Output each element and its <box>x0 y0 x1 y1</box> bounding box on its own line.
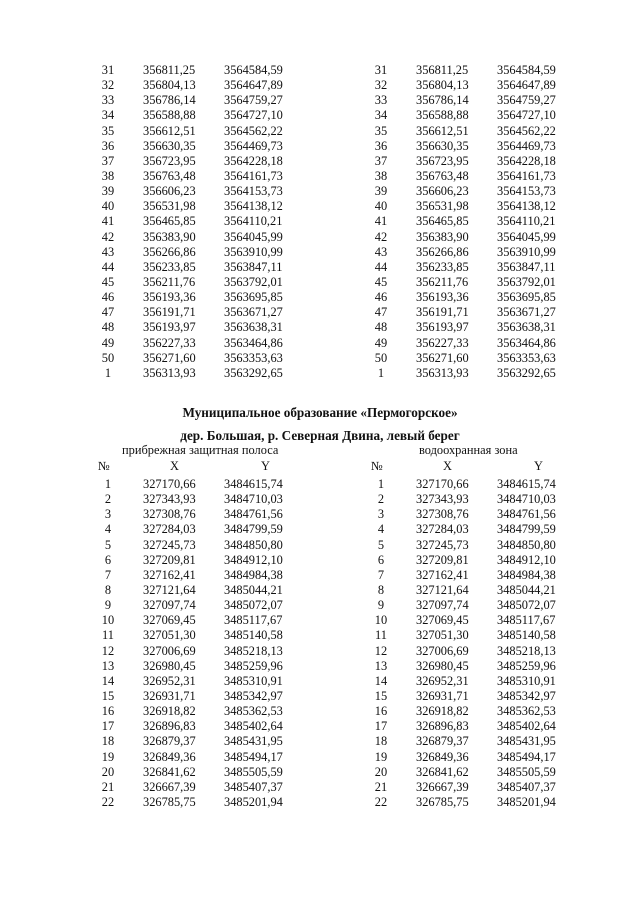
x-coordinate: 327069,45 <box>143 613 196 628</box>
y-coordinate: 3485044,21 <box>497 582 556 597</box>
x-coordinate: 356191,71 <box>143 305 196 320</box>
point-number: 11 <box>375 628 387 643</box>
y-coordinate: 3564153,73 <box>224 184 283 199</box>
x-coordinate: 356786,14 <box>143 93 196 108</box>
y-coordinate: 3484761,56 <box>224 507 283 522</box>
x-coordinate: 326896,83 <box>143 719 196 734</box>
x-coordinate: 326896,83 <box>416 719 469 734</box>
y-coordinate: 3564647,89 <box>224 78 283 93</box>
x-coordinate: 327343,93 <box>143 492 196 507</box>
point-number: 49 <box>101 335 115 350</box>
y-coordinate: 3485494,17 <box>224 749 283 764</box>
municipality-title: Муниципальное образование «Пермогорское» <box>182 405 458 420</box>
y-coordinate: 3485402,64 <box>497 719 556 734</box>
y-coordinate: 3484710,03 <box>224 492 283 507</box>
x-coordinate: 327284,03 <box>416 522 469 537</box>
point-number: 6 <box>104 552 112 567</box>
x-coordinate: 356465,85 <box>143 214 196 229</box>
x-coordinate: 356383,90 <box>416 229 469 244</box>
y-coordinate: 3563464,86 <box>497 335 556 350</box>
x-coordinate: 356612,51 <box>416 123 469 138</box>
y-coordinate: 3484799,59 <box>497 522 556 537</box>
point-number: 3 <box>104 507 112 522</box>
point-number: 10 <box>101 613 115 628</box>
point-number: 10 <box>374 613 388 628</box>
x-coordinate: 356606,23 <box>416 184 469 199</box>
point-number: 45 <box>101 274 115 289</box>
point-number: 16 <box>101 704 115 719</box>
point-number: 20 <box>374 764 388 779</box>
point-number: 11 <box>102 628 114 643</box>
x-coordinate: 327209,81 <box>143 552 196 567</box>
point-number: 12 <box>101 643 115 658</box>
column-header-x: X <box>170 459 179 473</box>
point-number: 41 <box>101 214 115 229</box>
y-coordinate: 3563792,01 <box>497 274 556 289</box>
x-coordinate: 327308,76 <box>143 507 196 522</box>
x-coordinate: 326667,39 <box>143 779 196 794</box>
x-coordinate: 327162,41 <box>143 567 196 582</box>
x-coordinate: 356227,33 <box>416 335 469 350</box>
x-coordinate: 326931,71 <box>416 688 469 703</box>
point-number: 37 <box>374 153 388 168</box>
y-coordinate: 3564727,10 <box>224 108 283 123</box>
point-number: 44 <box>374 259 388 274</box>
y-coordinate: 3485494,17 <box>497 749 556 764</box>
coastal-protective-strip-label: прибрежная защитная полоса <box>122 443 279 457</box>
y-coordinate: 3564759,27 <box>497 93 556 108</box>
y-coordinate: 3564228,18 <box>224 153 283 168</box>
point-number: 1 <box>104 477 112 491</box>
y-coordinate: 3563910,99 <box>224 244 283 259</box>
point-number: 14 <box>101 673 115 688</box>
point-number: 46 <box>101 290 115 305</box>
point-number: 36 <box>101 138 115 153</box>
point-number: 34 <box>101 108 115 123</box>
x-coordinate: 356313,93 <box>416 365 469 380</box>
point-number: 15 <box>374 688 388 703</box>
point-number: 35 <box>101 123 115 138</box>
x-coordinate: 356271,60 <box>416 350 469 365</box>
x-coordinate: 327245,73 <box>143 537 196 552</box>
point-number: 9 <box>104 598 112 613</box>
x-coordinate: 356383,90 <box>143 229 196 244</box>
y-coordinate: 3485218,13 <box>224 643 283 658</box>
point-number: 7 <box>377 567 385 582</box>
point-number: 32 <box>101 78 115 93</box>
y-coordinate: 3485342,97 <box>497 688 556 703</box>
x-coordinate: 356723,95 <box>416 153 469 168</box>
y-coordinate: 3485362,53 <box>224 704 283 719</box>
y-coordinate: 3563353,63 <box>224 350 283 365</box>
x-coordinate: 326849,36 <box>143 749 196 764</box>
y-coordinate: 3563671,27 <box>224 305 283 320</box>
y-coordinate: 3485407,37 <box>497 779 556 794</box>
point-number: 13 <box>101 658 115 673</box>
y-coordinate: 3564138,12 <box>224 199 283 214</box>
point-number: 32 <box>374 78 388 93</box>
point-number: 44 <box>101 259 115 274</box>
point-number: 17 <box>374 719 388 734</box>
point-number: 39 <box>101 184 115 199</box>
x-coordinate: 356233,85 <box>143 259 196 274</box>
x-coordinate: 326841,62 <box>416 764 469 779</box>
x-coordinate: 356763,48 <box>416 168 469 183</box>
y-coordinate: 3484615,74 <box>224 477 283 491</box>
x-coordinate: 356630,35 <box>143 138 196 153</box>
y-coordinate: 3563353,63 <box>497 350 556 365</box>
point-number: 31 <box>374 63 388 77</box>
point-number: 5 <box>104 537 112 552</box>
point-number: 43 <box>101 244 115 259</box>
point-number: 31 <box>101 63 115 77</box>
y-coordinate: 3484984,38 <box>497 567 556 582</box>
x-coordinate: 326952,31 <box>416 673 469 688</box>
y-coordinate: 3484761,56 <box>497 507 556 522</box>
y-coordinate: 3564161,73 <box>224 168 283 183</box>
y-coordinate: 3485259,96 <box>497 658 556 673</box>
y-coordinate: 3564562,22 <box>224 123 283 138</box>
point-number: 18 <box>101 734 115 749</box>
point-number: 47 <box>101 305 115 320</box>
point-number: 17 <box>101 719 115 734</box>
y-coordinate: 3485431,95 <box>497 734 556 749</box>
y-coordinate: 3485505,59 <box>224 764 283 779</box>
x-coordinate: 327245,73 <box>416 537 469 552</box>
x-coordinate: 327284,03 <box>143 522 196 537</box>
x-coordinate: 326931,71 <box>143 688 196 703</box>
y-coordinate: 3563910,99 <box>497 244 556 259</box>
y-coordinate: 3485218,13 <box>497 643 556 658</box>
x-coordinate: 327069,45 <box>416 613 469 628</box>
x-coordinate: 356531,98 <box>416 199 469 214</box>
column-header-x: X <box>443 459 452 473</box>
x-coordinate: 356606,23 <box>143 184 196 199</box>
point-number: 4 <box>104 522 112 537</box>
x-coordinate: 327097,74 <box>143 598 196 613</box>
point-number: 48 <box>374 320 388 335</box>
point-number: 40 <box>101 199 115 214</box>
x-coordinate: 327006,69 <box>143 643 196 658</box>
point-number: 35 <box>374 123 388 138</box>
point-number: 43 <box>374 244 388 259</box>
x-coordinate: 356630,35 <box>416 138 469 153</box>
y-coordinate: 3564727,10 <box>497 108 556 123</box>
x-coordinate: 356588,88 <box>416 108 469 123</box>
x-coordinate: 327006,69 <box>416 643 469 658</box>
point-number: 36 <box>374 138 388 153</box>
y-coordinate: 3564110,21 <box>224 214 283 229</box>
y-coordinate: 3564153,73 <box>497 184 556 199</box>
x-coordinate: 356193,97 <box>143 320 196 335</box>
point-number: 19 <box>374 749 388 764</box>
y-coordinate: 3563292,65 <box>497 365 556 380</box>
x-coordinate: 327097,74 <box>416 598 469 613</box>
column-header-y: Y <box>534 459 543 473</box>
y-coordinate: 3485140,58 <box>497 628 556 643</box>
y-coordinate: 3564045,99 <box>224 229 283 244</box>
column-header-number: № <box>98 459 110 473</box>
x-coordinate: 356588,88 <box>143 108 196 123</box>
point-number: 47 <box>374 305 388 320</box>
y-coordinate: 3485201,94 <box>224 794 283 809</box>
point-number: 2 <box>104 492 112 507</box>
y-coordinate: 3484710,03 <box>497 492 556 507</box>
point-number: 8 <box>377 582 385 597</box>
x-coordinate: 356193,97 <box>416 320 469 335</box>
y-coordinate: 3564469,73 <box>497 138 556 153</box>
point-number: 38 <box>374 168 388 183</box>
y-coordinate: 3485117,67 <box>224 613 283 628</box>
y-coordinate: 3485072,07 <box>497 598 556 613</box>
y-coordinate: 3485310,91 <box>224 673 283 688</box>
y-coordinate: 3564228,18 <box>497 153 556 168</box>
x-coordinate: 356271,60 <box>143 350 196 365</box>
water-protection-zone-label: водоохранная зона <box>419 443 518 457</box>
point-number: 48 <box>101 320 115 335</box>
y-coordinate: 3485072,07 <box>224 598 283 613</box>
y-coordinate: 3485362,53 <box>497 704 556 719</box>
point-number: 20 <box>101 764 115 779</box>
x-coordinate: 327051,30 <box>416 628 469 643</box>
point-number: 33 <box>101 93 115 108</box>
x-coordinate: 326879,37 <box>143 734 196 749</box>
y-coordinate: 3563638,31 <box>224 320 283 335</box>
point-number: 45 <box>374 274 388 289</box>
x-coordinate: 356211,76 <box>416 274 469 289</box>
x-coordinate: 356786,14 <box>416 93 469 108</box>
y-coordinate: 3564562,22 <box>497 123 556 138</box>
x-coordinate: 356313,93 <box>143 365 196 380</box>
point-number: 18 <box>374 734 388 749</box>
y-coordinate: 3485407,37 <box>224 779 283 794</box>
point-number: 4 <box>377 522 385 537</box>
point-number: 7 <box>104 567 112 582</box>
point-number: 1 <box>104 365 112 380</box>
y-coordinate: 3484799,59 <box>224 522 283 537</box>
x-coordinate: 327121,64 <box>416 582 469 597</box>
y-coordinate: 3564759,27 <box>224 93 283 108</box>
x-coordinate: 326667,39 <box>416 779 469 794</box>
y-coordinate: 3485201,94 <box>497 794 556 809</box>
x-coordinate: 326841,62 <box>143 764 196 779</box>
y-coordinate: 3563638,31 <box>497 320 556 335</box>
y-coordinate: 3484615,74 <box>497 477 556 491</box>
y-coordinate: 3563695,85 <box>497 290 556 305</box>
y-coordinate: 3484912,10 <box>497 552 556 567</box>
point-number: 9 <box>377 598 385 613</box>
y-coordinate: 3485044,21 <box>224 582 283 597</box>
x-coordinate: 327209,81 <box>416 552 469 567</box>
y-coordinate: 3564584,59 <box>224 63 283 77</box>
point-number: 13 <box>374 658 388 673</box>
y-coordinate: 3484984,38 <box>224 567 283 582</box>
point-number: 46 <box>374 290 388 305</box>
point-number: 19 <box>101 749 115 764</box>
y-coordinate: 3485117,67 <box>497 613 556 628</box>
y-coordinate: 3485342,97 <box>224 688 283 703</box>
x-coordinate: 356723,95 <box>143 153 196 168</box>
point-number: 16 <box>374 704 388 719</box>
point-number: 21 <box>101 779 115 794</box>
point-number: 2 <box>377 492 385 507</box>
x-coordinate: 356266,86 <box>416 244 469 259</box>
point-number: 21 <box>374 779 388 794</box>
x-coordinate: 356227,33 <box>143 335 196 350</box>
location-title: дер. Большая, р. Северная Двина, левый берег <box>180 428 460 443</box>
point-number: 14 <box>374 673 388 688</box>
point-number: 38 <box>101 168 115 183</box>
x-coordinate: 326879,37 <box>416 734 469 749</box>
x-coordinate: 356193,36 <box>143 290 196 305</box>
point-number: 50 <box>101 350 115 365</box>
x-coordinate: 356811,25 <box>143 63 196 77</box>
y-coordinate: 3484850,80 <box>224 537 283 552</box>
point-number: 1 <box>377 477 385 491</box>
y-coordinate: 3563847,11 <box>224 259 283 274</box>
point-number: 39 <box>374 184 388 199</box>
y-coordinate: 3485402,64 <box>224 719 283 734</box>
x-coordinate: 356191,71 <box>416 305 469 320</box>
x-coordinate: 327170,66 <box>416 477 469 491</box>
point-number: 22 <box>101 794 115 809</box>
y-coordinate: 3564647,89 <box>497 78 556 93</box>
y-coordinate: 3484912,10 <box>224 552 283 567</box>
x-coordinate: 327170,66 <box>143 477 196 491</box>
x-coordinate: 356465,85 <box>416 214 469 229</box>
x-coordinate: 356233,85 <box>416 259 469 274</box>
x-coordinate: 327051,30 <box>143 628 196 643</box>
point-number: 15 <box>101 688 115 703</box>
point-number: 8 <box>104 582 112 597</box>
point-number: 33 <box>374 93 388 108</box>
point-number: 1 <box>377 365 385 380</box>
y-coordinate: 3485431,95 <box>224 734 283 749</box>
x-coordinate: 326785,75 <box>416 794 469 809</box>
y-coordinate: 3564138,12 <box>497 199 556 214</box>
x-coordinate: 326918,82 <box>143 704 196 719</box>
point-number: 41 <box>374 214 388 229</box>
y-coordinate: 3485310,91 <box>497 673 556 688</box>
x-coordinate: 327162,41 <box>416 567 469 582</box>
y-coordinate: 3563792,01 <box>224 274 283 289</box>
column-header-y: Y <box>261 459 270 473</box>
point-number: 12 <box>374 643 388 658</box>
x-coordinate: 356804,13 <box>143 78 196 93</box>
y-coordinate: 3563695,85 <box>224 290 283 305</box>
y-coordinate: 3564584,59 <box>497 63 556 77</box>
x-coordinate: 356804,13 <box>416 78 469 93</box>
x-coordinate: 356211,76 <box>143 274 196 289</box>
point-number: 42 <box>101 229 115 244</box>
point-number: 34 <box>374 108 388 123</box>
point-number: 42 <box>374 229 388 244</box>
y-coordinate: 3484850,80 <box>497 537 556 552</box>
x-coordinate: 356193,36 <box>416 290 469 305</box>
x-coordinate: 326952,31 <box>143 673 196 688</box>
point-number: 22 <box>374 794 388 809</box>
x-coordinate: 356811,25 <box>416 63 469 77</box>
column-header-number: № <box>371 459 383 473</box>
y-coordinate: 3564161,73 <box>497 168 556 183</box>
column-header-row-left <box>96 459 316 474</box>
y-coordinate: 3563464,86 <box>224 335 283 350</box>
x-coordinate: 326918,82 <box>416 704 469 719</box>
point-number: 5 <box>377 537 385 552</box>
y-coordinate: 3564045,99 <box>497 229 556 244</box>
x-coordinate: 326849,36 <box>416 749 469 764</box>
x-coordinate: 356612,51 <box>143 123 196 138</box>
point-number: 50 <box>374 350 388 365</box>
point-number: 49 <box>374 335 388 350</box>
y-coordinate: 3485140,58 <box>224 628 283 643</box>
x-coordinate: 356266,86 <box>143 244 196 259</box>
x-coordinate: 327121,64 <box>143 582 196 597</box>
point-number: 40 <box>374 199 388 214</box>
y-coordinate: 3485259,96 <box>224 658 283 673</box>
x-coordinate: 326980,45 <box>416 658 469 673</box>
y-coordinate: 3564469,73 <box>224 138 283 153</box>
point-number: 37 <box>101 153 115 168</box>
point-number: 3 <box>377 507 385 522</box>
column-header-row-right <box>369 459 589 474</box>
x-coordinate: 327308,76 <box>416 507 469 522</box>
x-coordinate: 327343,93 <box>416 492 469 507</box>
x-coordinate: 356763,48 <box>143 168 196 183</box>
x-coordinate: 326785,75 <box>143 794 196 809</box>
point-number: 6 <box>377 552 385 567</box>
y-coordinate: 3564110,21 <box>497 214 556 229</box>
x-coordinate: 356531,98 <box>143 199 196 214</box>
y-coordinate: 3563671,27 <box>497 305 556 320</box>
y-coordinate: 3563847,11 <box>497 259 556 274</box>
y-coordinate: 3485505,59 <box>497 764 556 779</box>
x-coordinate: 326980,45 <box>143 658 196 673</box>
y-coordinate: 3563292,65 <box>224 365 283 380</box>
